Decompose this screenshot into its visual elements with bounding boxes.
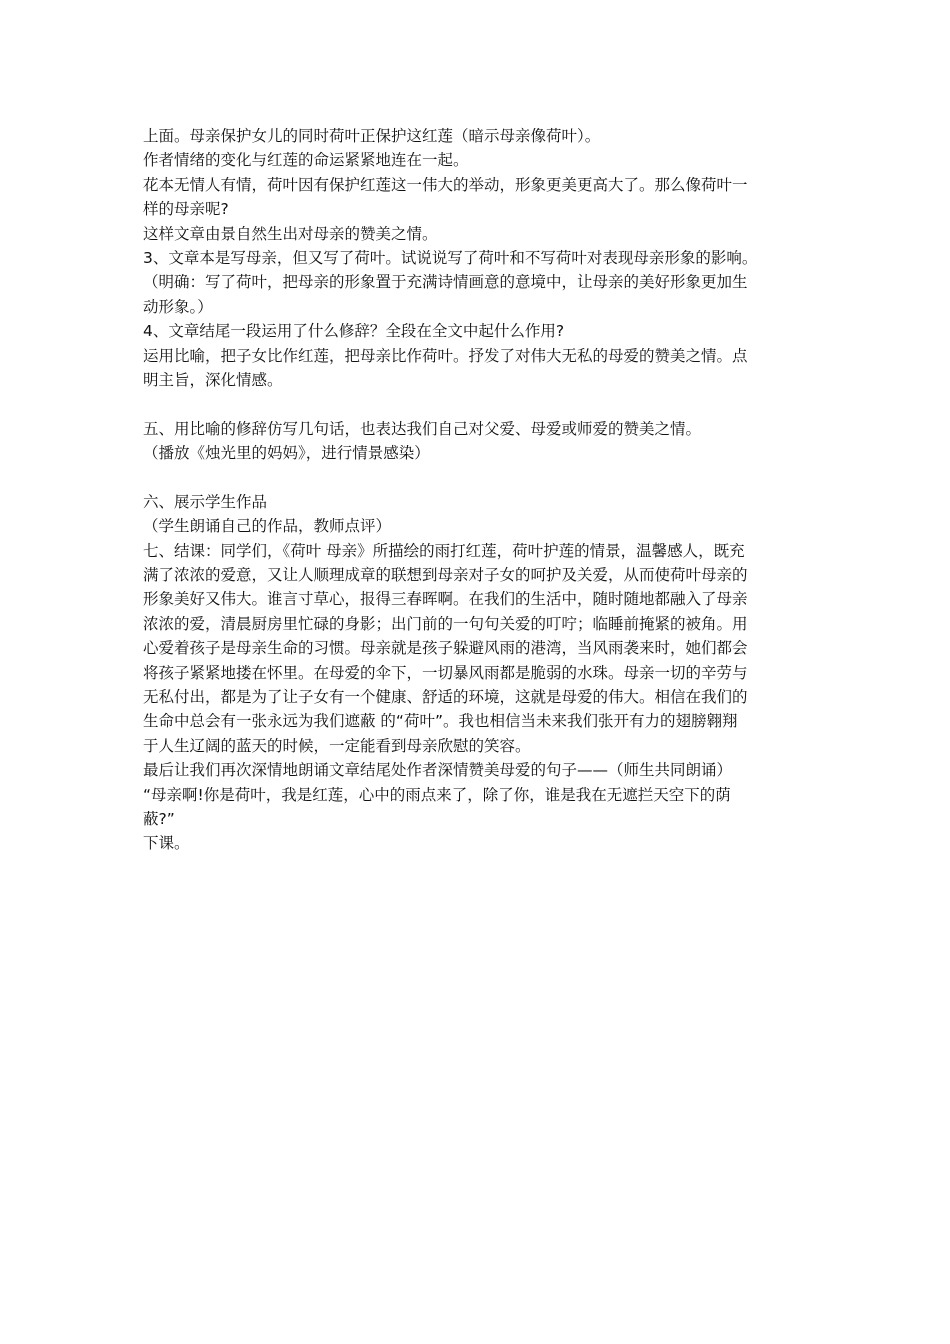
quote-line: 蔽?” <box>143 809 175 828</box>
document-body <box>143 124 811 856</box>
text-line: 满了浓浓的爱意，又让人顺理成章的联想到母亲对子女的呵护及关爱，从而使荷叶母亲的 <box>143 566 748 585</box>
text-line: （播放《烛光里的妈妈》，进行情景感染） <box>143 444 430 463</box>
quote-line: “母亲啊!你是荷叶，我是红莲，心中的雨点来了，除了你，谁是我在无遮拦天空下的荫 <box>143 785 731 804</box>
text-line: （学生朗诵自己的作品，教师点评） <box>143 517 392 536</box>
text-line: 生命中总会有一张永远为我们遮蔽 的“荷叶”。我也相信当未来我们张开有力的翅膀翱翔 <box>143 712 738 731</box>
question-3-line: 3、文章本是写母亲，但又写了荷叶。试说说写了荷叶和不写荷叶对表现母亲形象的影响。 <box>143 248 758 267</box>
section-7-heading: 七、结课：同学们，《荷叶 母亲》所描绘的雨打红莲，荷叶护莲的情景，温馨感人，既充 <box>143 541 745 560</box>
text-line: 这样文章由景自然生出对母亲的赞美之情。 <box>143 224 438 243</box>
text-line: 于人生辽阔的蓝天的时候，一定能看到母亲欣慰的笑容。 <box>143 736 531 755</box>
section-5-heading: 五、用比喻的修辞仿写几句话，也表达我们自己对父爱、母爱或师爱的赞美之情。 <box>143 419 702 438</box>
blank-line <box>143 465 811 489</box>
text-line: 样的母亲呢? <box>143 200 229 219</box>
text-line: 上面。母亲保护女儿的同时荷叶正保护这红莲（暗示母亲像荷叶）。 <box>143 127 601 145</box>
question-4-line: 4、文章结尾一段运用了什么修辞？全段在全文中起什么作用? <box>143 322 565 341</box>
section-6-heading: 六、展示学生作品 <box>143 492 268 511</box>
text-line: 浓浓的爱，清晨厨房里忙碌的身影；出门前的一句句关爱的叮咛；临睡前掩紧的被角。用 <box>143 614 748 633</box>
text-line: 明主旨，深化情感。 <box>143 370 283 389</box>
text-line: （明确：写了荷叶，把母亲的形象置于充满诗情画意的意境中，让母亲的美好形象更加生 <box>143 273 748 292</box>
text-line: 形象美好又伟大。谁言寸草心，报得三春晖啊。在我们的生活中，随时随地都融入了母亲 <box>143 590 748 609</box>
text-line: 无私付出，都是为了让子女有一个健康、舒适的环境，这就是母爱的伟大。相信在我们的 <box>143 687 748 706</box>
text-line: 作者情绪的变化与红莲的命运紧紧地连在一起。 <box>143 151 469 170</box>
closing-line: 下课。 <box>143 834 190 853</box>
text-line: 动形象。） <box>143 297 213 316</box>
text-line: 最后让我们再次深情地朗诵文章结尾处作者深情赞美母爱的句子——（师生共同朗诵） <box>143 761 733 780</box>
text-line: 心爱着孩子是母亲生命的习惯。母亲就是孩子躲避风雨的港湾，当风雨袭来时，她们都会 <box>143 639 748 658</box>
text-line: 花本无情人有情，荷叶因有保护红莲这一伟大的举动，形象更美更高大了。那么像荷叶一 <box>143 175 748 194</box>
text-line: 运用比喻，把子女比作红莲，把母亲比作荷叶。抒发了对伟大无私的母爱的赞美之情。点 <box>143 346 748 365</box>
text-line: 将孩子紧紧地搂在怀里。在母爱的伞下，一切暴风雨都是脆弱的水珠。母亲一切的辛劳与 <box>143 663 748 682</box>
blank-line <box>143 392 811 416</box>
